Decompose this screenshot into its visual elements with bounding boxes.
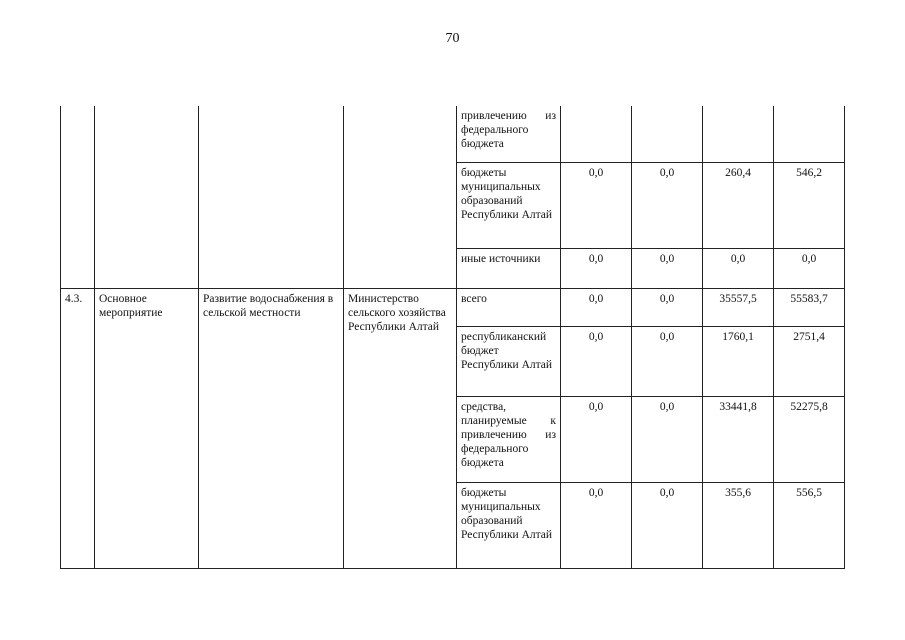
funding-source: всего	[457, 288, 561, 326]
funding-source: средства, планируемые к привлечению из федерального бюджета	[457, 396, 561, 482]
funding-source: бюджеты муниципальных образований Республики Алтай	[457, 482, 561, 568]
item-executor: Министерство сельского хозяйства Республики Алтай	[344, 288, 457, 568]
value-cell: 0,0	[632, 162, 703, 248]
value-cell: 35557,5	[703, 288, 774, 326]
value-cell: 0,0	[632, 396, 703, 482]
budget-table	[60, 106, 845, 569]
cell-status-empty	[95, 106, 199, 288]
value-cell: 546,2	[774, 162, 845, 248]
item-name: Развитие водоснабжения в сельской местности	[199, 288, 344, 568]
value-cell: 0,0	[561, 326, 632, 396]
funding-source: бюджеты муниципальных образований Республики Алтай	[457, 162, 561, 248]
value-cell: 355,6	[703, 482, 774, 568]
value-cell: 0,0	[561, 482, 632, 568]
value-cell: 0,0	[703, 248, 774, 288]
funding-source: привлечению из федерального бюджета	[457, 106, 561, 162]
cell-name-empty	[199, 106, 344, 288]
value-cell: 556,5	[774, 482, 845, 568]
value-cell: 0,0	[774, 248, 845, 288]
value-cell: 0,0	[561, 288, 632, 326]
value-cell	[632, 106, 703, 162]
value-cell	[703, 106, 774, 162]
value-cell: 52275,8	[774, 396, 845, 482]
table-row	[61, 288, 845, 326]
cell-executor-empty	[344, 106, 457, 288]
value-cell: 0,0	[632, 248, 703, 288]
item-status: Основное мероприятие	[95, 288, 199, 568]
page-number: 70	[445, 31, 460, 46]
cell-number-empty	[61, 106, 95, 288]
item-number: 4.3.	[61, 288, 95, 568]
value-cell: 2751,4	[774, 326, 845, 396]
value-cell: 0,0	[632, 482, 703, 568]
value-cell: 0,0	[632, 326, 703, 396]
value-cell	[774, 106, 845, 162]
value-cell: 0,0	[561, 396, 632, 482]
funding-source: иные источники	[457, 248, 561, 288]
value-cell: 0,0	[561, 162, 632, 248]
value-cell: 33441,8	[703, 396, 774, 482]
funding-source: республиканский бюджет Республики Алтай	[457, 326, 561, 396]
value-cell: 0,0	[632, 288, 703, 326]
value-cell: 0,0	[561, 248, 632, 288]
value-cell: 1760,1	[703, 326, 774, 396]
value-cell: 260,4	[703, 162, 774, 248]
table-row	[61, 106, 845, 162]
value-cell: 55583,7	[774, 288, 845, 326]
value-cell	[561, 106, 632, 162]
